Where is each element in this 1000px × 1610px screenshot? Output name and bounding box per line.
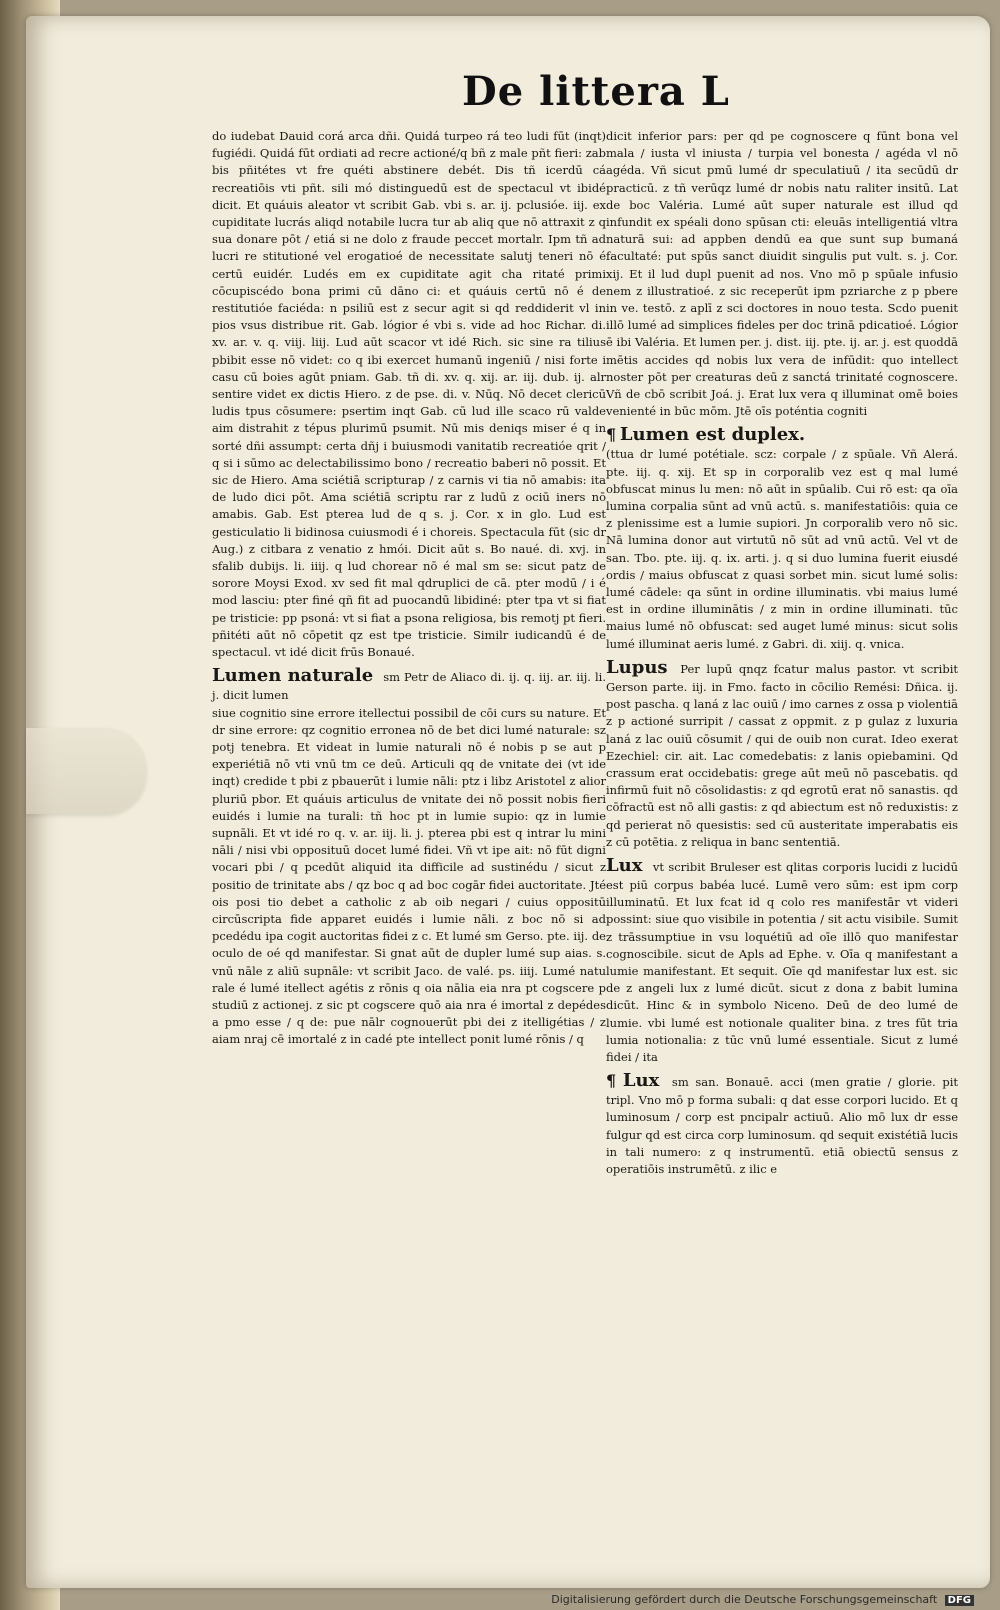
- left-paragraph-2: siue cognitio sine errore itellectui possibil de cōi curs su nature. Et dr sine errore: qz cognitio erronea nō de bet dici lumé naturale: sz potj tenebra. Et videat in lumie naturali nō é nobis p se aut p experiétiā nō vti vnū tm ce deū. Articuli qq de vnitate dei (vt ide inqt) credide t pbi z pbauerūt i lumie nāli: ptz i libz Aristotel z alior pluriū pbor. Et quáuis articulus de vnitate dei nō possit nobis fieri euidés i lumie na turali: tñ hoc pt in lumie supio: qz in lumie supnāli. Et vt idé ro q. v. ar. iij. li. j. pterea pbi est q intrar lu mini nāli / nisi vbi opposituū docet lumé fidei. Vñ vt ipe ait: nō fūt digni vocari pbi / q pcedūt aliquid ita difficile ad sustinédu / sicut z positio de trinitate abs / qz boc q ad boc cogār fidei auctoritate. Jté ois posi tio debet a catholic z ab oib negari / cuius oppositū circūscripta fide apparet euidés i lumie nāli. z boc nō si ad pcedédu ipa cogit auctoritas fidei z c. Et lumé sm Gerso. pte. iij. de oculo de oé qd manifestar. Si gnat aūt de dupler lumé sup aias. s. vnū nāle z aliū supnāle: vt scribit Jaco. de valé. ps. iiij. Lumé natu rale é lumé itellect agétis z rōnis q oia nālia eia nra pt cogscere p studiū z actionej. z sic pt cogscere quō aia nra é imortal z depédes a pmo esse / q de: pue nālr cognouerūt pbi dei z itelligétias / z aiam nraj cē imortalé z in cadé pte intellect ponit lumé rōnis / q: [212, 705, 606, 1047]
- credit-text: Digitalisierung gefördert durch die Deutsche Forschungsgemeinschaft: [551, 1593, 938, 1606]
- entry-title-lupus: Lupus: [606, 656, 668, 678]
- entry-title-lumen-naturale: Lumen naturale: [212, 665, 374, 687]
- lux-2-text: sm san. Bonauē. acci (men gratie / glorie. pit tripl. Vno mō p forma subali: q dat esse corpori lucido. Et q luminosum / corp est pncipalr actiuū. Alio mō lux dr esse fulgur qd est circa corp luminosum. qd sequit existétiā lucis in tali numero: z q instrumentū. etiā obiectū sensus z operatiōis instrumētū. z ilic e: [606, 1075, 958, 1176]
- running-title: De littera L: [462, 68, 730, 115]
- left-paragraph-1: do iudebat Dauid corá arca dñi. Quidá turpeo rá teo ludi fūt (inqt) fugiédi. Quidá fūt ordiati ad recre actioné/q bñ z male pñt fieri: zab bis pñitétes vt fre quéti abstinere debét. Dis tñ icerdū cá recreatiōis vti pñt. sili mó distinguedū est de spectacul vt ibidé dicit. Et quáuis aleator vt scribit Gab. vbi s. ar. ij. pclusióe. iij. ex cupiditate lucrás aliqd notabile lucra tur ab aliq que nō attraxit z q sua donare pōt / etiá si ne dolo z fraude peccet mortalr. Ipm tñ ad lucri re stitutioné vel erogatioé de necessitate salutj teneri nō é certū euidér. Ludés em ex cupiditate agit cha ritaté primi cōcupiscédo bona primi cū dāno ci: et quáuis certū nō é de restitutióe faciéda: n psiliū est z secur agit si qd reddiderit vl in pios vsus distribue rit. Gab. lógior é vbi s. vide ad hoc Richar. di. xv. ar. v. q. viij. liij. Lud aūt scacor vt idé Rich. sic sine ra tilius pbibit esse nō videt: co q ibi exercet humanū ingeniū / nisi forte i casu cū boies agūt pniam. Gab. tñ di. xv. q. xij. ar. iij. dub. ij. alr sentire videt ex dictis Hiero. z de pse. di. v. Nūq. Nō decet clericū ludis tpus cōsumere: psertim inqt Gab. cū lud ille scaco rū valde aim distrahit z tépus plurimū psumit. Nū mis deniqs miser é q in sorté dñi assumpt: certa dñj i buiusmodi vanitatib recreatióe qrit / q si i sūmo ac delectabilissimo bono / recreatio baberi nō possit. Et sic de Hiero. Ama sciétiā scripturap / z carnis vi tia nō amabis: ita de ludo dici pōt. Ama sciétiā scriptu rar z ludū z ociū iners nō amabis. Gab. Est pterea lud de q s. j. Cor. x in glo. Lud est gesticulatio li bidinosa cuiusmodi é i choreis. Spectacula fūt (sic dr Aug.) z citbara z venatio z hmói. Dicit aūt s. Bo naué. di. xvj. in sfalib dubijs. li. iiij. q lud chorear nō é mal sm se: sicut patz de sorore Moysi Exod. xv sed fit mal qdruplici de cā. pter modū / i é mod lasciu: pter finé qñ fit ad puocandū libidiné: pter tpa vt si fiat pe tristicie: pp psoná: vt si fiat a psona religiosa, bis remotj pt fieri. pñitéti aūt nō cōpetit qz est tpe tristicie. Similr iudicandū é de spectacul. vt idé dicit frūs Bonaué.: [212, 129, 606, 660]
- entry-lux: [606, 855, 958, 1066]
- digitization-credit: [551, 1593, 974, 1606]
- pilcrow-icon: ¶: [606, 1071, 617, 1091]
- entry-title-lux-2: Lux: [622, 1070, 660, 1092]
- pilcrow-icon: ¶: [606, 425, 617, 445]
- page-tab-marker: [26, 728, 146, 814]
- entry-title-lux: Lux: [606, 854, 643, 876]
- entry-title-lumen-duplex: Lumen est duplex.: [619, 424, 806, 446]
- dfg-logo: DFG: [945, 1595, 974, 1606]
- entry-lux-2: [606, 1070, 958, 1178]
- right-paragraph-1: dicit inferior pars: per qd pe cognoscere q fūnt bona vel mala / iusta vl iniusta / turpia vel bonesta / agéda vl nō agéda. Vñ sicut pmū lumé dr speculatiuū / ita secūdū dr practicū. z tñ verūqz lumé dr nobis natu raliter insitū. Lat de boc Valéria. Lumé aūt super naturale est illud qd infundit ex spéali dono spūsan cti: eleuās intelligentiá vltra naturā sui: ad appben dendū ea que sunt sup bumaná facultaté: put spūs sanct diuidit singulis put vult. s. j. Cor. xij. Et il lud dupl puenit ad nos. Vno mō p spūale infusio nem z illustratioé. z sic receperūt ipm pzriarche z p pbere in ve. testō. z aplī z sci doctores in nouo testa. Scdo puenit illō lumé ad simplices fideles per doc trinā pdicatioé. Lógior ē ibi Valéria. Et lumen per. j. dist. iij. pte. ij. ar. j. est quoddā mētis accides qd nobis lux vera de infūdit: quo intellect noster pōt per creaturas deū z sanctá trinitaté cognoscere. Vñ de cbō scribit Joá. j. Erat lux vera q illuminat omē boies venienté in būc mōm. Jtē oīs poténtia cogniti: [606, 129, 958, 419]
- entry-lupus: [606, 657, 958, 851]
- lux-text: vt scribit Bruleser est qlitas corporis lucidi z lucidū est piū corpus babéa lucé. Lumē vero sūm: est ipm corp illuminatū. Et lux fcat id q colo res manifestār vt videri possint: siue quo visibile in potentia / sit actu visibile. Sumit z trāssumptiue in vsu loquétiū ad oīe illō quo manifestar cognoscibile. sicut de Apls ad Ephe. v. Oīa q manifestant a lumie manifestant. Et sequit. Oīe qd manifestar lux est. sic de z angeli lux z lumé dicūt. sicut z dona z babit lumina dicūt. Hinc & in symbolo Niceno. Deū de deo lumé de lumie. vbi lumé est notionale qualiter bina. z tres fūt tria lumia notionalia: z tūc vnū lumé essentiale. Sicut z lumé fidei / ita: [606, 859, 959, 1064]
- right-paragraph-2: (ttua dr lumé potétiale. scz: corpale / z spūale. Vñ Alerá. pte. iij. q. xij. Et sp in corporalib vez est q mal lumé obfuscat minus lu men: nō aūt in spūalib. Cui rō est: qa oīa lumina corpalia sūnt ad vnū actū. s. manifestatiōis: quia ce z plenissime est a lumie supiori. Jn corporalib vero nō sic. Nā lumina donor aut virtutū nō sūt ad vnū actū. Vel vt de san. Tbo. pte. iij. q. ix. arti. j. q si duo lumina fuerit eiusdé ordis / maius obfuscat z quasi sorbet min. sicut lumé solis: lumé cādele: qa sūnt in ordine illuminatis. vbi maius lumé est in ordine illuminātis / z min in ordine illuminati. tūc maius lumé nō obfuscat: sed auget lumé minus: sicut solis lumé illuminat aeris lumé. z Gabri. di. xiij. q. vnica.: [606, 447, 958, 651]
- right-text-column: [606, 128, 958, 1178]
- entry-lumen-naturale: [212, 665, 606, 704]
- entry-lumen-duplex: [606, 424, 958, 446]
- lupus-text: Per lupū qnqz fcatur malus pastor. vt scribit Gerson parte. iij. in Fmo. facto in cōcilio Remési: Dñica. ij. post pascha. q laná z lac ouiū / imo carnes z ossa p violentiā z p actioné surripit / cassat z oppmit. z p gulaz z luxuria laná z lac ouiū cōsumit / qui de ouib non curat. Ideo exerat Ezechiel: cir. ait. Lac comedebatis: z lanis opiebamini. Qd crassum erat occidebatis: grege aūt meū nō pascebatis. qd infirmū fuit nō cōsolidastis: z qd egrotū erat nō sanastis. qd cōfractū est nō alli gastis: z qd abiectum est nō reduxistis: z qd perierat nō quesistis: sed cū austeritate imperabatis eis z cū potētia. z reliqua in banc sententiā.: [606, 661, 958, 849]
- entry-title-continuation: sm Petr de Aliaco di. ij. q. iij. ar. iij. li. j. dicit lumen: [212, 670, 606, 703]
- left-text-column: [212, 128, 606, 1049]
